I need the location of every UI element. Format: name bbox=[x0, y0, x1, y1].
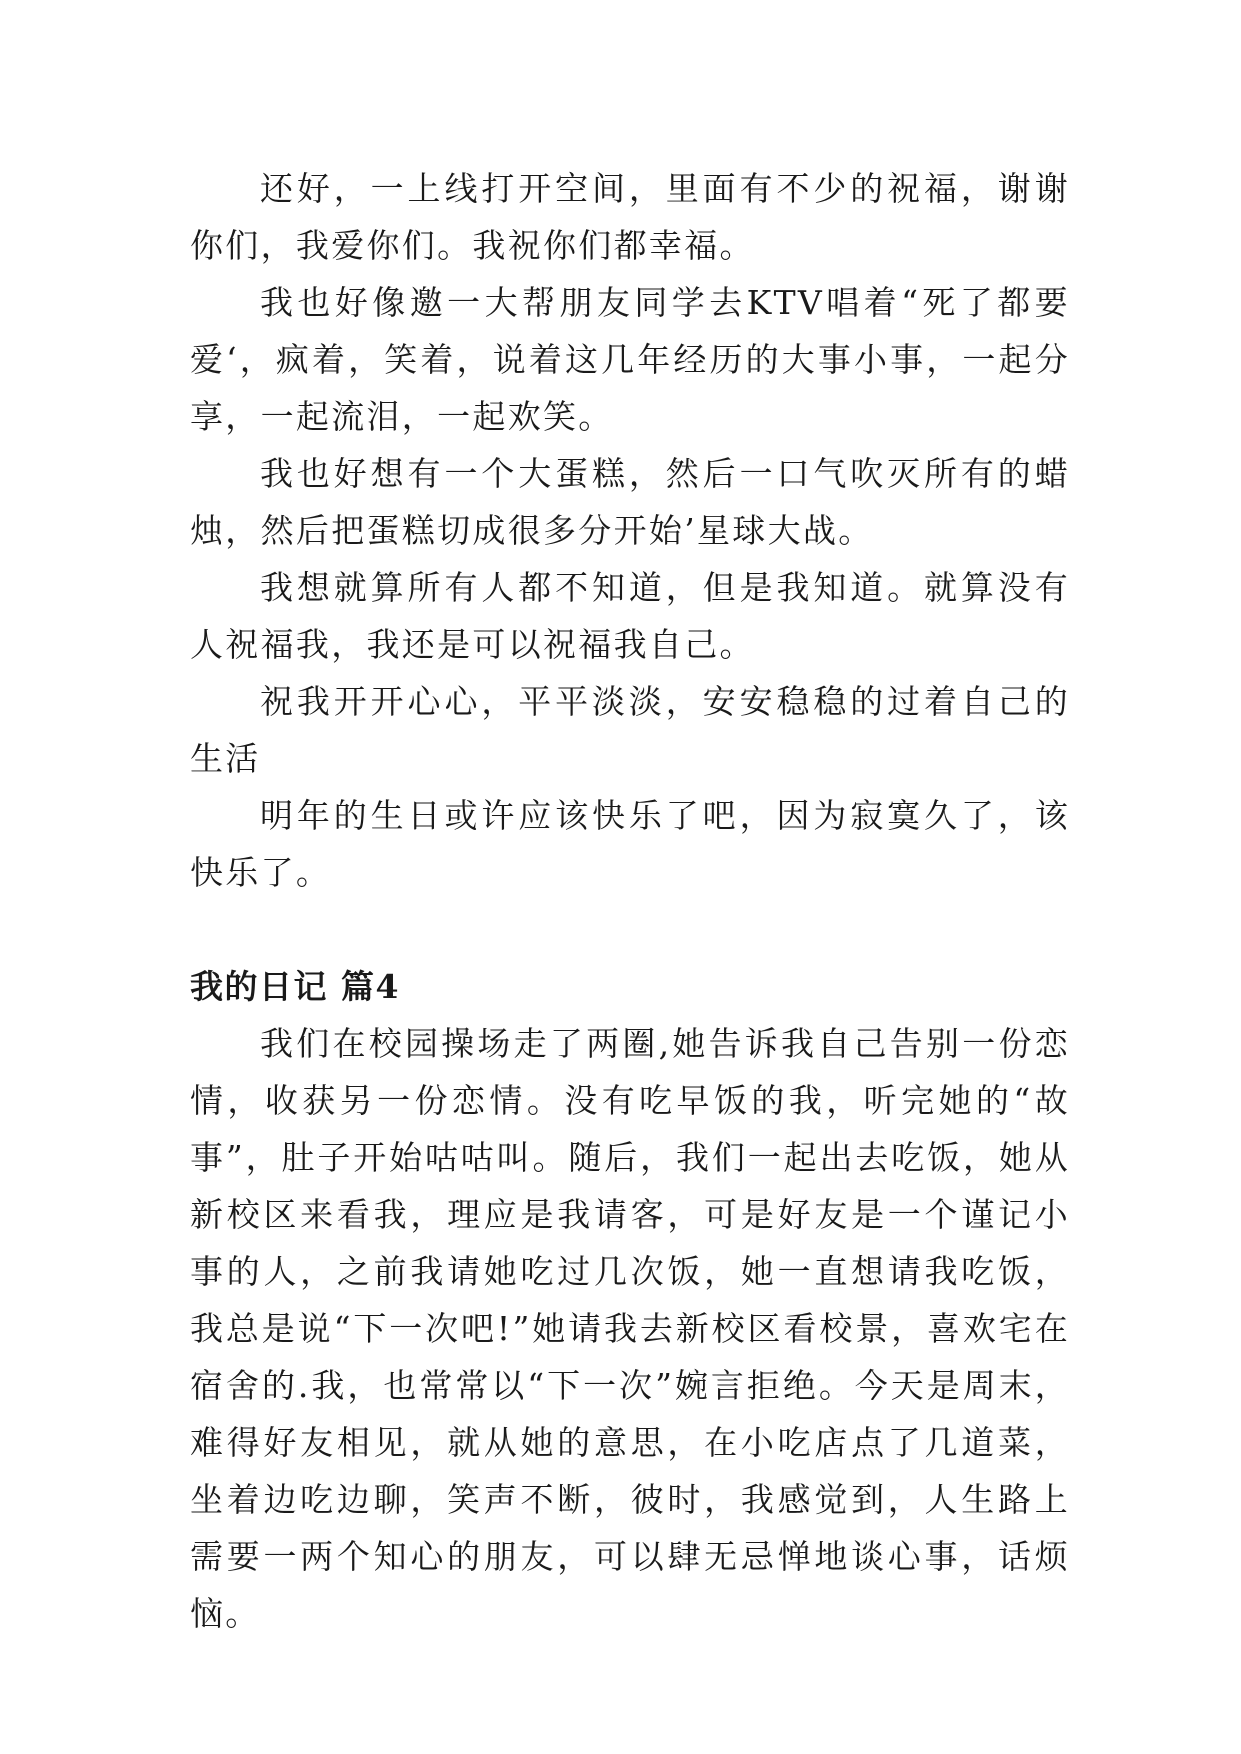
paragraph: 祝我开开心心，平平淡淡，安安稳稳的过着自己的生活 bbox=[190, 682, 1070, 778]
paragraph: 我们在校园操场走了两圈,她告诉我自己告别一份恋情，收获另一份恋情。没有吃早饭的我，听完她的“故事”，肚子开始咕咕叫。随后，我们一起出去吃饭，她从新校区来看我，理应是我请客，可是好友是一个谨记小事的人，之前我请她吃过几次饭，她一直想请我吃饭，我总是说“下一次吧!”她请我去新校区看校景，喜欢宅在宿舍的.我，也常常以“下一次”婉言拒绝。今天是周末，难得好友相见，就从她的意思，在小吃店点了几道菜，坐着边吃边聊，笑声不断，彼时，我感觉到，人生路上需要一两个知心的朋友，可以肆无忌惮地谈心事，话烦恼。 bbox=[190, 1024, 1070, 1633]
paragraph: 我也好像邀一大帮朋友同学去KTV唱着“死了都要爱‘，疯着，笑着，说着这几年经历的大事小事，一起分享，一起流泪，一起欢笑。 bbox=[190, 283, 1070, 436]
paragraph: 我想就算所有人都不知道，但是我知道。就算没有人祝福我，我还是可以祝福我自己。 bbox=[190, 568, 1070, 664]
document-body bbox=[190, 160, 1070, 1642]
paragraph: 还好，一上线打开空间，里面有不少的祝福，谢谢你们，我爱你们。我祝你们都幸福。 bbox=[190, 169, 1070, 265]
paragraph: 明年的生日或许应该快乐了吧，因为寂寞久了，该快乐了。 bbox=[190, 796, 1070, 892]
section-spacer bbox=[190, 901, 1070, 958]
paragraph: 我也好想有一个大蛋糕，然后一口气吹灭所有的蜡烛，然后把蛋糕切成很多分开始’星球大战。 bbox=[190, 454, 1070, 550]
section-heading: 我的日记 篇4 bbox=[190, 967, 400, 1006]
